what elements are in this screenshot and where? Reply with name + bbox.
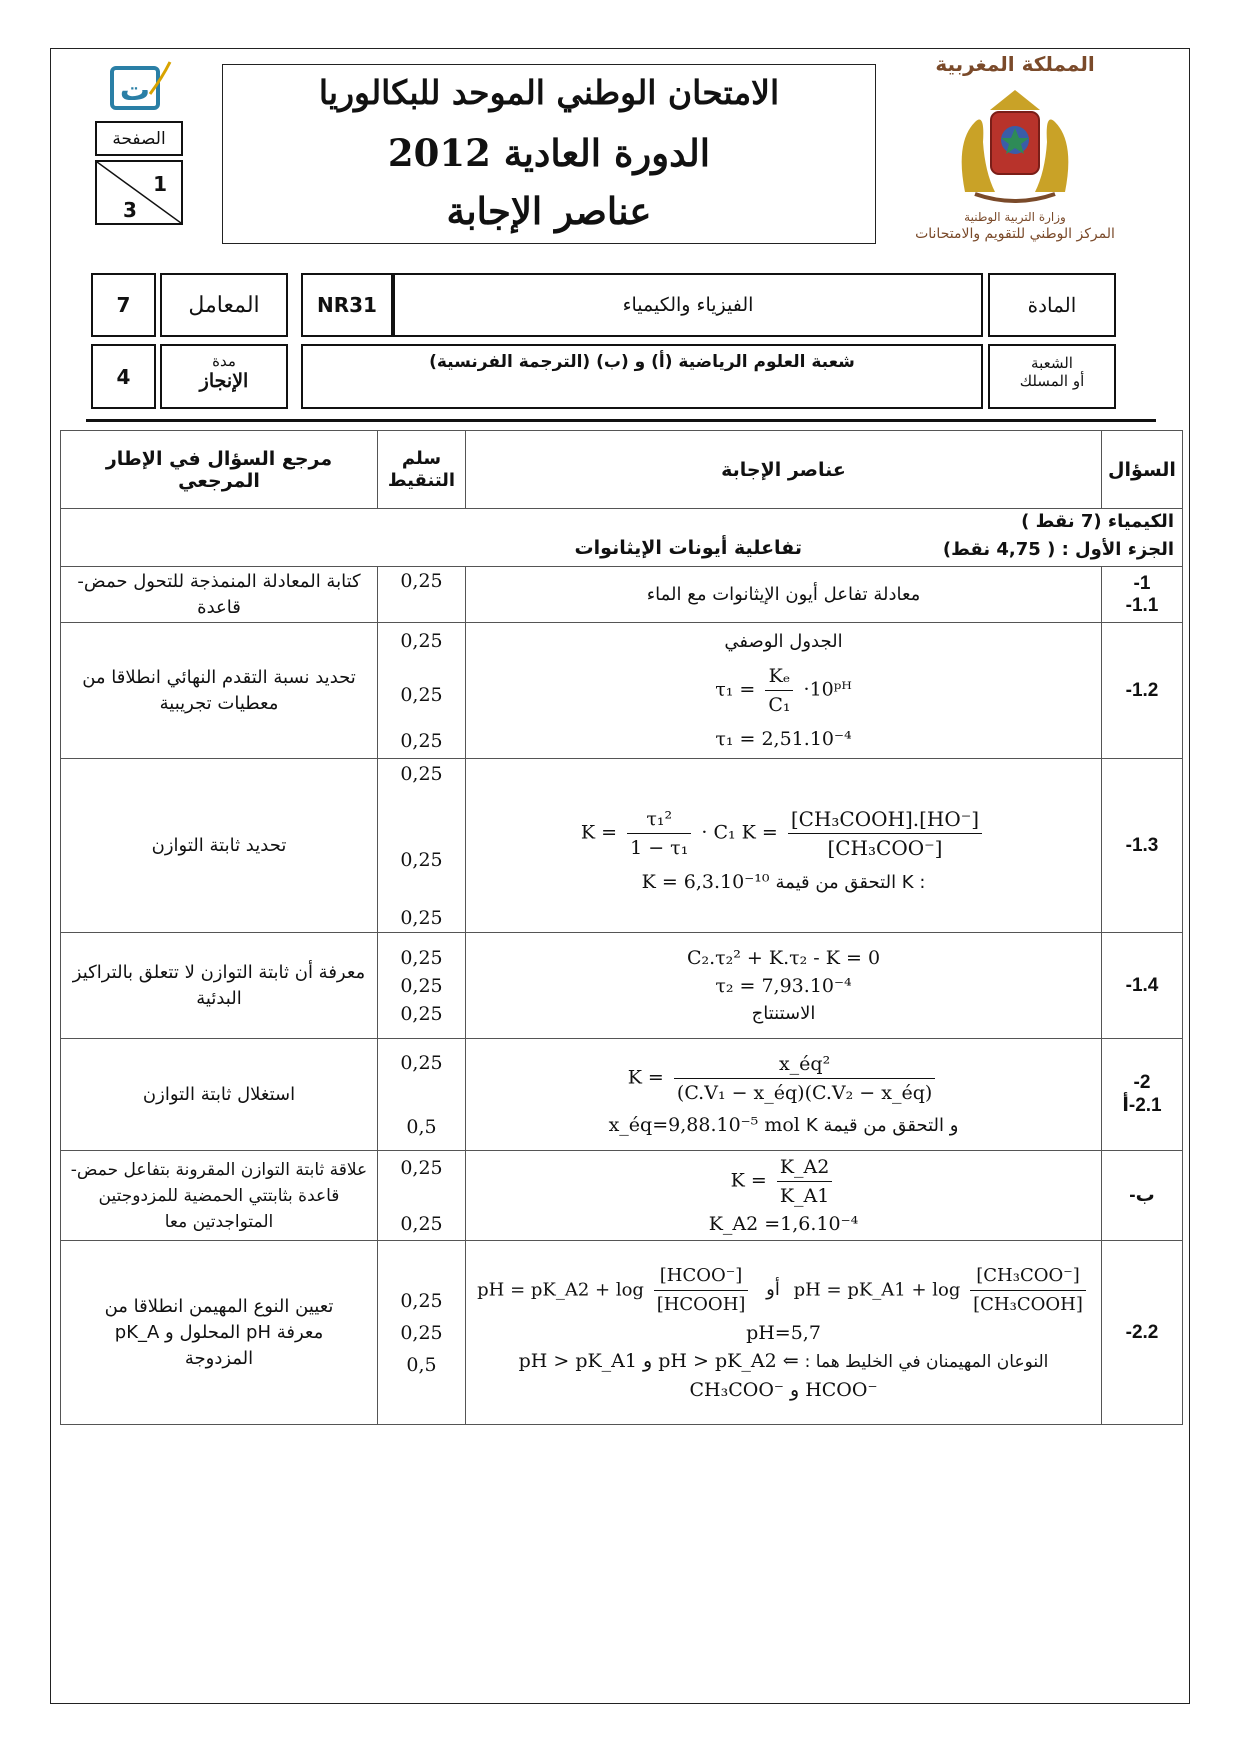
ka2-value: K_A2 =1,6.10⁻⁴ bbox=[708, 1213, 859, 1235]
col-answer: عناصر الإجابة bbox=[466, 431, 1102, 509]
points-value: 0,25 bbox=[400, 848, 443, 871]
reference-cell: تحديد ثابتة التوازن bbox=[61, 759, 378, 933]
points-value: 0,25 bbox=[400, 1289, 443, 1312]
branch-label-box bbox=[988, 344, 1116, 409]
coefficient-value: 7 bbox=[91, 273, 156, 337]
quadratic-equation: C₂.τ₂² + K.τ₂ - K = 0 bbox=[686, 946, 881, 969]
tau-fraction bbox=[765, 662, 793, 719]
k2-rhs: · C₁ bbox=[701, 821, 736, 843]
points-value: 0,25 bbox=[400, 906, 443, 929]
table-row bbox=[61, 1151, 1183, 1241]
table-row bbox=[61, 567, 1183, 623]
points-value: 0,25 bbox=[400, 1321, 443, 1344]
k2-numerator: τ₁² bbox=[627, 805, 691, 834]
duration-value: 4 bbox=[91, 344, 156, 409]
k2-denominator: 1 − τ₁ bbox=[630, 836, 689, 859]
points-value: 0,25 bbox=[400, 762, 443, 785]
k2-fraction bbox=[627, 805, 691, 862]
k-numerator: x_éq² bbox=[674, 1050, 935, 1079]
points-value: 0,25 bbox=[400, 729, 443, 752]
tau-rhs: ·10ᵖᴴ bbox=[803, 678, 852, 701]
answer-cell: معادلة تفاعل أيون الإيثانوات مع الماء bbox=[466, 567, 1102, 623]
duration-label-2: الإنجاز bbox=[199, 370, 249, 392]
page-number-box bbox=[95, 121, 183, 156]
points-value: 0,25 bbox=[400, 629, 443, 652]
points-cell bbox=[378, 933, 466, 1039]
section-cell bbox=[61, 509, 1183, 567]
dominant-text: النوعان المهيمنان في الخليط هما : bbox=[804, 1351, 1049, 1372]
table-label: الجدول الوصفي bbox=[724, 631, 843, 652]
points-value: 0,5 bbox=[406, 1115, 437, 1138]
exam-session: الدورة العادية 2012 bbox=[387, 131, 711, 175]
k-denominator: [CH₃COO⁻] bbox=[827, 835, 943, 860]
ministry-name: وزارة التربية الوطنية bbox=[964, 210, 1066, 224]
subject-name: الفيزياء والكيمياء bbox=[393, 273, 983, 337]
points-value: 0,25 bbox=[400, 570, 443, 592]
k-fraction bbox=[788, 805, 982, 862]
svg-text:ت: ت bbox=[119, 73, 151, 108]
points-cell bbox=[378, 1039, 466, 1151]
question-number: 1.2- bbox=[1102, 623, 1183, 759]
reference-cell: كتابة المعادلة المنمذجة للتحول حمض-قاعدة bbox=[61, 567, 378, 623]
col-reference: مرجع السؤال في الإطار المرجعي bbox=[61, 431, 378, 509]
points-cell bbox=[378, 1151, 466, 1241]
answer-cell bbox=[466, 1039, 1102, 1151]
tau2-value: τ₂ = 7,93.10⁻⁴ bbox=[715, 974, 852, 997]
question-number: 1.3- bbox=[1102, 759, 1183, 933]
k-lhs: K = bbox=[730, 1169, 767, 1192]
branch-label-1: الشعبة bbox=[1031, 354, 1073, 372]
page-fraction-box bbox=[95, 160, 183, 225]
question-q1: 2- bbox=[1133, 1072, 1151, 1093]
tau-denominator: C₁ bbox=[768, 694, 791, 716]
table-row bbox=[61, 1039, 1183, 1151]
col-points bbox=[378, 431, 466, 509]
k-denominator: K_A1 bbox=[779, 1185, 830, 1207]
k-equilibrium-formula bbox=[628, 1050, 940, 1107]
subject-code: NR31 bbox=[301, 273, 393, 337]
ph-value: pH=5,7 bbox=[746, 1321, 821, 1344]
table-row bbox=[61, 1241, 1183, 1425]
k-denominator: (C.V₁ − x_éq)(C.V₂ − x_éq) bbox=[676, 1081, 933, 1104]
points-value: 0,25 bbox=[400, 974, 443, 997]
center-logo-icon bbox=[110, 60, 174, 112]
table-row bbox=[61, 623, 1183, 759]
conclusion: الاستنتاج bbox=[751, 1002, 816, 1024]
tau-numerator: Kₑ bbox=[765, 662, 793, 691]
branch-name: شعبة العلوم الرياضية (أ) و (ب) (الترجمة الفرنسية) bbox=[301, 344, 983, 409]
k-lhs: K = bbox=[627, 1066, 664, 1088]
k-lhs: K = bbox=[741, 821, 778, 843]
or-word: أو bbox=[766, 1279, 780, 1300]
ph1-lhs: pH = pK_A1 + log bbox=[793, 1279, 961, 1300]
question-number bbox=[1102, 1039, 1183, 1151]
ph1-numerator: [CH₃COO⁻] bbox=[970, 1262, 1086, 1291]
table-header-row bbox=[61, 431, 1183, 509]
reference-line-3: المزدوجة bbox=[184, 1347, 254, 1369]
ph2-lhs: pH = pK_A2 + log bbox=[477, 1279, 644, 1300]
reference-line-2: معرفة pH المحلول و pK_A bbox=[114, 1321, 324, 1343]
reference-cell: تحديد نسبة التقدم النهائي انطلاقا من معطيات تجريبية bbox=[61, 623, 378, 759]
ph2-fraction bbox=[654, 1262, 749, 1319]
table-row bbox=[61, 759, 1183, 933]
k-fraction bbox=[777, 1153, 833, 1210]
col-points-1: سلم bbox=[401, 447, 442, 469]
header-divider bbox=[86, 419, 1156, 422]
exam-title: الامتحان الوطني الموحد للبكالوريا bbox=[318, 73, 780, 112]
ph1-denominator: [CH₃COOH] bbox=[973, 1293, 1083, 1315]
duration-label-box bbox=[160, 344, 288, 409]
k-ka-formula bbox=[731, 1153, 837, 1210]
ph-formulas bbox=[477, 1262, 1090, 1319]
k-check: و التحقق من قيمة K bbox=[805, 1114, 959, 1136]
question-q2: 1.1- bbox=[1125, 594, 1159, 616]
center-name: المركز الوطني للتقويم والامتحانات bbox=[915, 226, 1115, 242]
points-cell bbox=[378, 567, 466, 623]
reference-cell: استغلال ثابتة التوازن bbox=[61, 1039, 378, 1151]
page-total: 3 bbox=[123, 198, 137, 222]
reference-line-1: تعيين النوع المهيمن انطلاقا من bbox=[104, 1295, 334, 1317]
tau-lhs: τ₁ = bbox=[715, 678, 756, 701]
question-q1: 1- bbox=[1133, 572, 1151, 594]
section-title: الكيمياء (7 نقط ) bbox=[1021, 511, 1174, 532]
duration-label-1: مدة bbox=[212, 352, 236, 370]
exam-title-box bbox=[222, 64, 876, 244]
page-current: 1 bbox=[153, 172, 167, 196]
answer-key-title: عناصر الإجابة bbox=[446, 189, 652, 233]
k-numerator: [CH₃COOH].[HO⁻] bbox=[788, 805, 982, 834]
answer-table bbox=[60, 430, 1183, 1425]
tau-value: τ₁ = 2,51.10⁻⁴ bbox=[715, 728, 852, 750]
points-cell bbox=[378, 623, 466, 759]
answer-cell bbox=[466, 759, 1102, 933]
branch-label-2: أو المسلك bbox=[1019, 372, 1085, 390]
ph2-numerator: [HCOO⁻] bbox=[654, 1262, 749, 1291]
answer-cell bbox=[466, 1241, 1102, 1425]
k-formula bbox=[742, 805, 986, 862]
ph1-fraction bbox=[970, 1262, 1086, 1319]
question-number: ب- bbox=[1102, 1151, 1183, 1241]
points-cell bbox=[378, 1241, 466, 1425]
page-label: الصفحة bbox=[112, 128, 166, 149]
subject-label: المادة bbox=[988, 273, 1116, 337]
part-title: الجزء الأول : ( 4,75 نقط) bbox=[942, 539, 1174, 560]
col-points-2: التنقيط bbox=[387, 469, 456, 491]
points-cell bbox=[378, 759, 466, 933]
points-value: 0,25 bbox=[400, 946, 443, 969]
points-value: 0,25 bbox=[400, 1051, 443, 1074]
question-number bbox=[1102, 567, 1183, 623]
reference-cell bbox=[61, 1241, 378, 1425]
coat-of-arms-icon bbox=[945, 82, 1085, 210]
dominant-species: CH₃COO⁻ و HCOO⁻ bbox=[689, 1378, 878, 1401]
k2-formula bbox=[581, 805, 736, 862]
ph-condition: pH > pK_A1 و pH > pK_A2 ⇐ bbox=[518, 1349, 799, 1372]
question-q2: 2.1-أ bbox=[1122, 1095, 1162, 1116]
ph2-denominator: [HCOOH] bbox=[656, 1293, 746, 1315]
coefficient-label: المعامل bbox=[160, 273, 288, 337]
points-value: 0,25 bbox=[400, 683, 443, 706]
table-row bbox=[61, 933, 1183, 1039]
k-value: K = 6,3.10⁻¹⁰ bbox=[641, 870, 770, 893]
k-fraction bbox=[674, 1050, 935, 1107]
k2-lhs: K = bbox=[580, 821, 618, 843]
k-numerator: K_A2 bbox=[777, 1153, 833, 1182]
reference-cell: علاقة ثابتة التوازن المقرونة بتفاعل حمض-قاعدة بثابتتي الحمضية للمزدوجتين المتواجدتين معا bbox=[61, 1151, 378, 1241]
points-value: 0,5 bbox=[406, 1353, 437, 1376]
question-number: 1.4- bbox=[1102, 933, 1183, 1039]
answer-cell bbox=[466, 623, 1102, 759]
part-topic: تفاعلية أيونات الإيثانوات bbox=[574, 537, 802, 559]
k-check: : K التحقق من قيمة bbox=[775, 871, 926, 893]
points-value: 0,25 bbox=[400, 1002, 443, 1025]
section-row bbox=[61, 509, 1183, 567]
answer-cell bbox=[466, 933, 1102, 1039]
points-value: 0,25 bbox=[400, 1156, 443, 1179]
question-number: 2.2- bbox=[1102, 1241, 1183, 1425]
reference-cell: معرفة أن ثابتة التوازن لا تتعلق بالتراكيز البدئية bbox=[61, 933, 378, 1039]
x-eq-value: x_éq=9,88.10⁻⁵ mol bbox=[608, 1113, 800, 1136]
answer-cell bbox=[466, 1151, 1102, 1241]
tau-formula bbox=[715, 662, 852, 719]
col-question: السؤال bbox=[1102, 431, 1183, 509]
points-value: 0,25 bbox=[400, 1212, 443, 1235]
kingdom-name: المملكة المغربية bbox=[935, 52, 1095, 76]
